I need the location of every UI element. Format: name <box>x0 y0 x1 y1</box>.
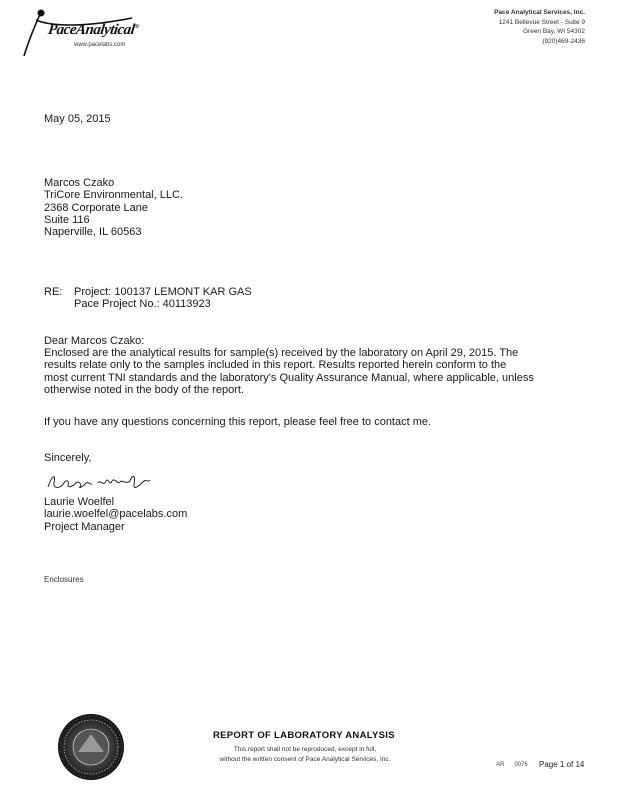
project-number-line: Pace Project No.: 40113923 <box>74 298 211 311</box>
recipient-line: Naperville, IL 60563 <box>44 226 142 239</box>
recipient-line: TriCore Environmental, LLC. <box>44 189 183 202</box>
signature-icon <box>46 467 156 497</box>
address-line: 1241 Bellevue Street - Suite 9 <box>498 18 585 26</box>
footer-code: AR <box>496 762 505 768</box>
paragraph-line: most current TNI standards and the laboratory's Quality Assurance Manual, where applicable, unless <box>44 371 534 384</box>
signer-email: laurie.woelfel@pacelabs.com <box>44 508 188 521</box>
body-paragraph <box>44 347 534 396</box>
recipient-line: Suite 116 <box>44 213 90 226</box>
address-line: Pace Analytical Services, Inc. <box>494 9 585 16</box>
closing: Sincerely, <box>44 452 92 464</box>
recipient-line: 2368 Corporate Lane <box>44 201 148 214</box>
recipient-line: Marcos Czako <box>44 177 115 189</box>
logo-text: PaceAnalytical® <box>46 22 140 38</box>
signer-block <box>44 496 187 533</box>
handwritten-signature <box>46 467 156 497</box>
salutation: Dear Marcos Czako: <box>44 335 145 347</box>
re-block <box>74 286 252 311</box>
seal-icon <box>56 712 126 782</box>
paragraph-line: Enclosed are the analytical results for sample(s) received by the laboratory on April 29, 2015. The <box>44 347 519 359</box>
logo-url: www.pacelabs.com <box>74 42 126 48</box>
company-address <box>494 8 585 46</box>
signer-name: Laurie Woelfel <box>44 496 115 508</box>
address-line: (920)469-2436 <box>542 37 585 45</box>
enclosures-label: Enclosures <box>44 575 84 584</box>
report-note <box>200 745 410 765</box>
paragraph-line: otherwise noted in the body of the report. <box>44 383 244 396</box>
signer-title: Project Manager <box>44 520 125 533</box>
footer-code: 0076 <box>514 762 528 768</box>
questions-line: If you have any questions concerning this report, please feel free to contact me. <box>44 416 432 428</box>
accreditation-seal <box>56 712 126 782</box>
recipient-block <box>44 177 183 238</box>
re-label: RE: <box>44 286 63 298</box>
project-line: Project: 100137 LEMONT KAR GAS <box>74 286 252 298</box>
letter-date: May 05, 2015 <box>44 113 111 125</box>
paragraph-line: results relate only to the samples included in this report. Results reported herein conform to the <box>44 359 507 372</box>
note-line: without the written consent of Pace Analytical Services, Inc. <box>219 756 391 763</box>
footer-codes <box>496 762 538 768</box>
report-title: REPORT OF LABORATORY ANALYSIS <box>213 730 395 741</box>
page-number: Page 1 of 14 <box>539 760 585 769</box>
note-line: This report shall not be reproduced, except in full, <box>233 746 377 753</box>
address-line: Green Bay, WI 54302 <box>522 28 585 36</box>
